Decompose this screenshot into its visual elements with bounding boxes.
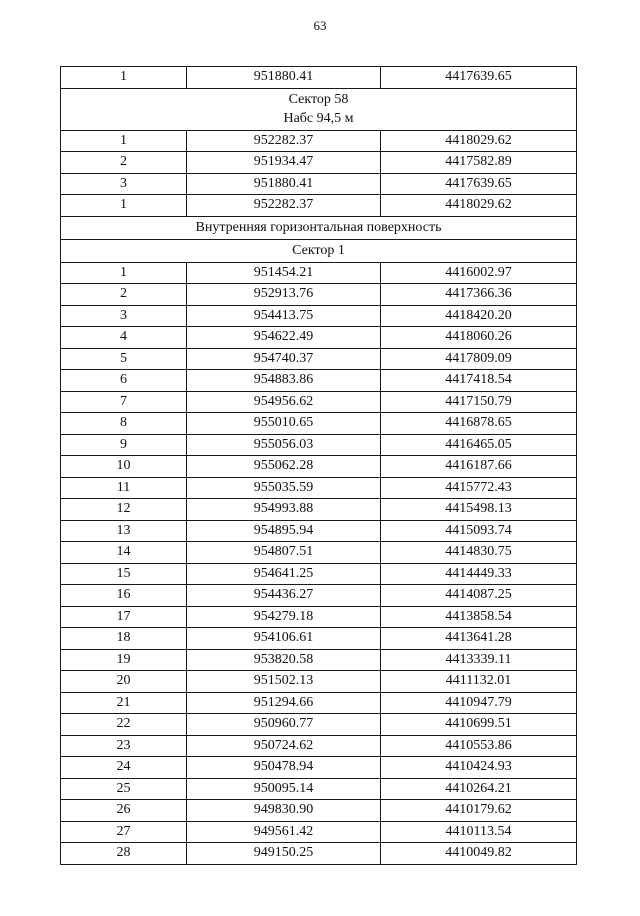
section-header-cell <box>61 88 577 130</box>
section-header-cell <box>61 239 577 262</box>
y-coordinate-cell: 4410699.51 <box>381 714 577 736</box>
point-number-cell: 19 <box>61 649 187 671</box>
x-coordinate-cell: 954106.61 <box>187 628 381 650</box>
table-row <box>61 130 577 152</box>
table-row <box>61 152 577 174</box>
point-number-cell: 3 <box>61 173 187 195</box>
y-coordinate-cell: 4414830.75 <box>381 542 577 564</box>
y-coordinate-cell: 4418029.62 <box>381 195 577 217</box>
point-number-cell: 1 <box>61 130 187 152</box>
x-coordinate-cell: 954895.94 <box>187 520 381 542</box>
point-number-cell: 8 <box>61 413 187 435</box>
y-coordinate-cell: 4415498.13 <box>381 499 577 521</box>
y-coordinate-cell: 4410947.79 <box>381 692 577 714</box>
point-number-cell: 6 <box>61 370 187 392</box>
point-number-cell: 25 <box>61 778 187 800</box>
table-row <box>61 649 577 671</box>
x-coordinate-cell: 953820.58 <box>187 649 381 671</box>
y-coordinate-cell: 4414087.25 <box>381 585 577 607</box>
table-row <box>61 671 577 693</box>
x-coordinate-cell: 954413.75 <box>187 305 381 327</box>
y-coordinate-cell: 4418060.26 <box>381 327 577 349</box>
y-coordinate-cell: 4417150.79 <box>381 391 577 413</box>
y-coordinate-cell: 4413339.11 <box>381 649 577 671</box>
point-number-cell: 28 <box>61 843 187 865</box>
table-row <box>61 370 577 392</box>
table-row <box>61 477 577 499</box>
x-coordinate-cell: 951934.47 <box>187 152 381 174</box>
y-coordinate-cell: 4411132.01 <box>381 671 577 693</box>
table-row <box>61 800 577 822</box>
y-coordinate-cell: 4417582.89 <box>381 152 577 174</box>
x-coordinate-cell: 954883.86 <box>187 370 381 392</box>
y-coordinate-cell: 4414449.33 <box>381 563 577 585</box>
point-number-cell: 12 <box>61 499 187 521</box>
y-coordinate-cell: 4413858.54 <box>381 606 577 628</box>
section-header-row <box>61 216 577 239</box>
point-number-cell: 26 <box>61 800 187 822</box>
table-row <box>61 735 577 757</box>
y-coordinate-cell: 4416187.66 <box>381 456 577 478</box>
table-row <box>61 413 577 435</box>
table-row <box>61 305 577 327</box>
section-header-line: Сектор 1 <box>292 242 345 258</box>
section-header-line: Внутренняя горизонтальная поверхность <box>195 219 442 235</box>
section-header-row <box>61 88 577 130</box>
section-header-line: Набс 94,5 м <box>283 110 354 126</box>
table-row <box>61 456 577 478</box>
page-number: 63 <box>313 18 327 33</box>
table-row <box>61 195 577 217</box>
x-coordinate-cell: 955062.28 <box>187 456 381 478</box>
point-number-cell: 21 <box>61 692 187 714</box>
x-coordinate-cell: 951454.21 <box>187 262 381 284</box>
point-number-cell: 4 <box>61 327 187 349</box>
x-coordinate-cell: 951880.41 <box>187 173 381 195</box>
y-coordinate-cell: 4410179.62 <box>381 800 577 822</box>
y-coordinate-cell: 4417639.65 <box>381 173 577 195</box>
x-coordinate-cell: 951502.13 <box>187 671 381 693</box>
point-number-cell: 17 <box>61 606 187 628</box>
point-number-cell: 27 <box>61 821 187 843</box>
coordinates-table-body <box>61 67 577 865</box>
x-coordinate-cell: 955035.59 <box>187 477 381 499</box>
point-number-cell: 1 <box>61 195 187 217</box>
x-coordinate-cell: 950960.77 <box>187 714 381 736</box>
table-row <box>61 327 577 349</box>
point-number-cell: 11 <box>61 477 187 499</box>
table-row <box>61 606 577 628</box>
table-row <box>61 542 577 564</box>
x-coordinate-cell: 952913.76 <box>187 284 381 306</box>
table-row <box>61 585 577 607</box>
y-coordinate-cell: 4410264.21 <box>381 778 577 800</box>
point-number-cell: 14 <box>61 542 187 564</box>
y-coordinate-cell: 4417418.54 <box>381 370 577 392</box>
y-coordinate-cell: 4417639.65 <box>381 67 577 89</box>
point-number-cell: 1 <box>61 262 187 284</box>
point-number-cell: 22 <box>61 714 187 736</box>
coordinates-table <box>60 66 577 865</box>
x-coordinate-cell: 951294.66 <box>187 692 381 714</box>
x-coordinate-cell: 954279.18 <box>187 606 381 628</box>
y-coordinate-cell: 4410424.93 <box>381 757 577 779</box>
section-header-row <box>61 239 577 262</box>
y-coordinate-cell: 4416878.65 <box>381 413 577 435</box>
point-number-cell: 23 <box>61 735 187 757</box>
section-header-cell <box>61 216 577 239</box>
y-coordinate-cell: 4418420.20 <box>381 305 577 327</box>
section-header-line: Сектор 58 <box>288 91 349 107</box>
point-number-cell: 24 <box>61 757 187 779</box>
y-coordinate-cell: 4415772.43 <box>381 477 577 499</box>
x-coordinate-cell: 949150.25 <box>187 843 381 865</box>
point-number-cell: 3 <box>61 305 187 327</box>
table-row <box>61 757 577 779</box>
point-number-cell: 10 <box>61 456 187 478</box>
x-coordinate-cell: 955056.03 <box>187 434 381 456</box>
y-coordinate-cell: 4413641.28 <box>381 628 577 650</box>
table-row <box>61 821 577 843</box>
y-coordinate-cell: 4416465.05 <box>381 434 577 456</box>
table-row <box>61 714 577 736</box>
x-coordinate-cell: 954641.25 <box>187 563 381 585</box>
x-coordinate-cell: 954436.27 <box>187 585 381 607</box>
table-row <box>61 778 577 800</box>
point-number-cell: 18 <box>61 628 187 650</box>
point-number-cell: 9 <box>61 434 187 456</box>
x-coordinate-cell: 949561.42 <box>187 821 381 843</box>
table-row <box>61 434 577 456</box>
table-row <box>61 692 577 714</box>
table-row <box>61 262 577 284</box>
table-row <box>61 173 577 195</box>
x-coordinate-cell: 952282.37 <box>187 130 381 152</box>
x-coordinate-cell: 954807.51 <box>187 542 381 564</box>
x-coordinate-cell: 954993.88 <box>187 499 381 521</box>
table-row <box>61 628 577 650</box>
y-coordinate-cell: 4417809.09 <box>381 348 577 370</box>
point-number-cell: 1 <box>61 67 187 89</box>
point-number-cell: 16 <box>61 585 187 607</box>
x-coordinate-cell: 949830.90 <box>187 800 381 822</box>
table-row <box>61 520 577 542</box>
x-coordinate-cell: 952282.37 <box>187 195 381 217</box>
point-number-cell: 7 <box>61 391 187 413</box>
y-coordinate-cell: 4416002.97 <box>381 262 577 284</box>
table-row <box>61 391 577 413</box>
point-number-cell: 2 <box>61 284 187 306</box>
point-number-cell: 13 <box>61 520 187 542</box>
x-coordinate-cell: 954622.49 <box>187 327 381 349</box>
y-coordinate-cell: 4410553.86 <box>381 735 577 757</box>
y-coordinate-cell: 4410049.82 <box>381 843 577 865</box>
x-coordinate-cell: 950724.62 <box>187 735 381 757</box>
y-coordinate-cell: 4415093.74 <box>381 520 577 542</box>
point-number-cell: 20 <box>61 671 187 693</box>
y-coordinate-cell: 4417366.36 <box>381 284 577 306</box>
point-number-cell: 2 <box>61 152 187 174</box>
y-coordinate-cell: 4418029.62 <box>381 130 577 152</box>
table-row <box>61 67 577 89</box>
table-row <box>61 499 577 521</box>
x-coordinate-cell: 955010.65 <box>187 413 381 435</box>
table-row <box>61 348 577 370</box>
x-coordinate-cell: 950478.94 <box>187 757 381 779</box>
x-coordinate-cell: 954956.62 <box>187 391 381 413</box>
table-row <box>61 284 577 306</box>
y-coordinate-cell: 4410113.54 <box>381 821 577 843</box>
x-coordinate-cell: 954740.37 <box>187 348 381 370</box>
point-number-cell: 15 <box>61 563 187 585</box>
point-number-cell: 5 <box>61 348 187 370</box>
x-coordinate-cell: 950095.14 <box>187 778 381 800</box>
x-coordinate-cell: 951880.41 <box>187 67 381 89</box>
table-row <box>61 843 577 865</box>
table-row <box>61 563 577 585</box>
